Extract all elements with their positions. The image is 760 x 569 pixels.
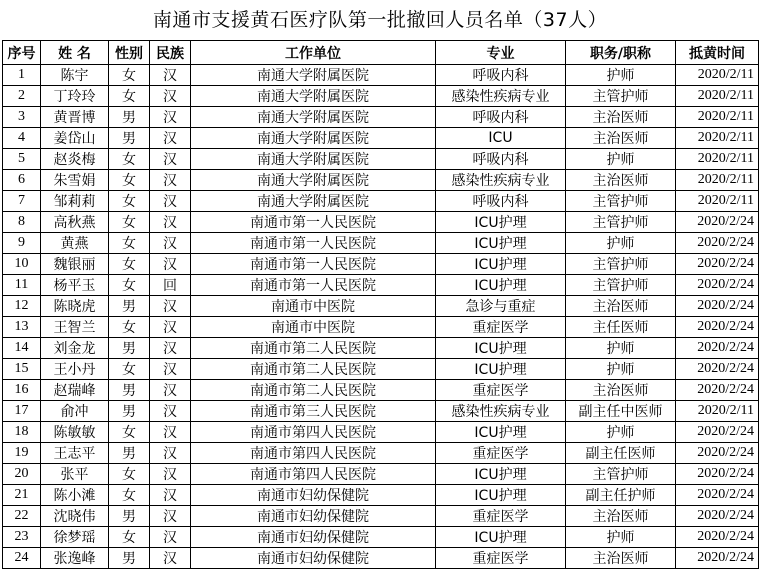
cell-specialty: ICU — [436, 128, 566, 149]
cell-title: 护师 — [566, 233, 676, 254]
table-row — [3, 485, 759, 506]
cell-name: 刘金龙 — [41, 338, 109, 359]
table-row — [3, 149, 759, 170]
cell-ethnicity: 汉 — [150, 128, 191, 149]
cell-title: 护师 — [566, 422, 676, 443]
table-row — [3, 86, 759, 107]
cell-specialty: 呼吸内科 — [436, 149, 566, 170]
cell-index: 3 — [3, 107, 41, 128]
cell-arrival-date: 2020/2/11 — [676, 170, 759, 191]
cell-arrival-date: 2020/2/11 — [676, 107, 759, 128]
table-row — [3, 548, 759, 569]
cell-index: 21 — [3, 485, 41, 506]
cell-arrival-date: 2020/2/11 — [676, 191, 759, 212]
header-gender: 性别 — [109, 41, 150, 65]
cell-name: 陈宇 — [41, 65, 109, 86]
cell-ethnicity: 汉 — [150, 149, 191, 170]
cell-name: 黄晋博 — [41, 107, 109, 128]
cell-index: 24 — [3, 548, 41, 569]
cell-arrival-date: 2020/2/11 — [676, 149, 759, 170]
cell-specialty: ICU护理 — [436, 485, 566, 506]
cell-gender: 男 — [109, 548, 150, 569]
table-row — [3, 464, 759, 485]
cell-gender: 女 — [109, 359, 150, 380]
cell-specialty: 呼吸内科 — [436, 191, 566, 212]
cell-title: 护师 — [566, 149, 676, 170]
cell-workplace: 南通市第四人民医院 — [191, 422, 436, 443]
table-row — [3, 527, 759, 548]
cell-arrival-date: 2020/2/24 — [676, 464, 759, 485]
cell-index: 1 — [3, 65, 41, 86]
header-row — [3, 41, 759, 65]
cell-ethnicity: 汉 — [150, 380, 191, 401]
cell-ethnicity: 汉 — [150, 443, 191, 464]
cell-workplace: 南通市第二人民医院 — [191, 359, 436, 380]
cell-specialty: 呼吸内科 — [436, 107, 566, 128]
cell-ethnicity: 汉 — [150, 527, 191, 548]
cell-specialty: 重症医学 — [436, 443, 566, 464]
cell-name: 姜岱山 — [41, 128, 109, 149]
cell-specialty: 感染性疾病专业 — [436, 170, 566, 191]
table-row — [3, 506, 759, 527]
cell-workplace: 南通市第一人民医院 — [191, 233, 436, 254]
cell-title: 副主任护师 — [566, 485, 676, 506]
cell-name: 杨平玉 — [41, 275, 109, 296]
cell-gender: 女 — [109, 464, 150, 485]
cell-title: 主治医师 — [566, 170, 676, 191]
cell-index: 12 — [3, 296, 41, 317]
cell-ethnicity: 汉 — [150, 170, 191, 191]
cell-name: 王志平 — [41, 443, 109, 464]
cell-title: 主任医师 — [566, 317, 676, 338]
table-row — [3, 65, 759, 86]
cell-gender: 男 — [109, 506, 150, 527]
cell-name: 高秋燕 — [41, 212, 109, 233]
cell-arrival-date: 2020/2/24 — [676, 380, 759, 401]
cell-arrival-date: 2020/2/24 — [676, 443, 759, 464]
cell-workplace: 南通市第四人民医院 — [191, 443, 436, 464]
cell-gender: 女 — [109, 170, 150, 191]
cell-arrival-date: 2020/2/24 — [676, 233, 759, 254]
cell-index: 2 — [3, 86, 41, 107]
cell-index: 7 — [3, 191, 41, 212]
cell-ethnicity: 汉 — [150, 107, 191, 128]
cell-title: 副主任医师 — [566, 443, 676, 464]
cell-name: 沈晓伟 — [41, 506, 109, 527]
cell-title: 主治医师 — [566, 548, 676, 569]
table-row — [3, 359, 759, 380]
cell-index: 10 — [3, 254, 41, 275]
cell-index: 17 — [3, 401, 41, 422]
cell-ethnicity: 汉 — [150, 401, 191, 422]
cell-workplace: 南通大学附属医院 — [191, 170, 436, 191]
cell-gender: 男 — [109, 128, 150, 149]
cell-gender: 男 — [109, 107, 150, 128]
cell-index: 9 — [3, 233, 41, 254]
cell-gender: 男 — [109, 296, 150, 317]
cell-workplace: 南通市妇幼保健院 — [191, 527, 436, 548]
cell-arrival-date: 2020/2/11 — [676, 65, 759, 86]
cell-arrival-date: 2020/2/24 — [676, 506, 759, 527]
cell-arrival-date: 2020/2/24 — [676, 422, 759, 443]
cell-specialty: ICU护理 — [436, 212, 566, 233]
cell-title: 主管护师 — [566, 212, 676, 233]
cell-workplace: 南通大学附属医院 — [191, 86, 436, 107]
cell-name: 黄燕 — [41, 233, 109, 254]
cell-specialty: ICU护理 — [436, 338, 566, 359]
cell-ethnicity: 汉 — [150, 506, 191, 527]
cell-gender: 男 — [109, 380, 150, 401]
table-row — [3, 401, 759, 422]
cell-specialty: 感染性疾病专业 — [436, 86, 566, 107]
cell-workplace: 南通市妇幼保健院 — [191, 506, 436, 527]
cell-workplace: 南通市妇幼保健院 — [191, 485, 436, 506]
cell-arrival-date: 2020/2/24 — [676, 254, 759, 275]
cell-name: 王小丹 — [41, 359, 109, 380]
cell-arrival-date: 2020/2/24 — [676, 338, 759, 359]
cell-workplace: 南通大学附属医院 — [191, 107, 436, 128]
cell-workplace: 南通市第四人民医院 — [191, 464, 436, 485]
cell-name: 陈小滩 — [41, 485, 109, 506]
table-body — [3, 65, 759, 569]
table-row — [3, 212, 759, 233]
cell-index: 6 — [3, 170, 41, 191]
cell-arrival-date: 2020/2/11 — [676, 86, 759, 107]
cell-gender: 女 — [109, 422, 150, 443]
header-arrival-date: 抵黄时间 — [676, 41, 759, 65]
cell-title: 主管护师 — [566, 86, 676, 107]
header-ethnicity: 民族 — [150, 41, 191, 65]
cell-arrival-date: 2020/2/11 — [676, 401, 759, 422]
cell-name: 魏银丽 — [41, 254, 109, 275]
cell-workplace: 南通市第一人民医院 — [191, 275, 436, 296]
table-row — [3, 170, 759, 191]
cell-ethnicity: 汉 — [150, 317, 191, 338]
personnel-table — [2, 40, 759, 569]
cell-workplace: 南通市中医院 — [191, 296, 436, 317]
cell-index: 14 — [3, 338, 41, 359]
cell-ethnicity: 汉 — [150, 86, 191, 107]
table-row — [3, 254, 759, 275]
cell-arrival-date: 2020/2/24 — [676, 317, 759, 338]
cell-specialty: ICU护理 — [436, 527, 566, 548]
table-row — [3, 317, 759, 338]
cell-title: 主治医师 — [566, 380, 676, 401]
cell-title: 主管护师 — [566, 254, 676, 275]
cell-title: 主管护师 — [566, 275, 676, 296]
cell-workplace: 南通大学附属医院 — [191, 65, 436, 86]
cell-gender: 女 — [109, 233, 150, 254]
cell-ethnicity: 汉 — [150, 422, 191, 443]
cell-specialty: 重症医学 — [436, 548, 566, 569]
cell-gender: 女 — [109, 527, 150, 548]
cell-specialty: ICU护理 — [436, 254, 566, 275]
cell-index: 4 — [3, 128, 41, 149]
table-row — [3, 380, 759, 401]
cell-workplace: 南通市第二人民医院 — [191, 380, 436, 401]
cell-specialty: ICU护理 — [436, 233, 566, 254]
table-row — [3, 296, 759, 317]
cell-index: 8 — [3, 212, 41, 233]
table-row — [3, 191, 759, 212]
cell-gender: 女 — [109, 149, 150, 170]
table-row — [3, 107, 759, 128]
table-row — [3, 443, 759, 464]
table-row — [3, 422, 759, 443]
cell-workplace: 南通市中医院 — [191, 317, 436, 338]
cell-arrival-date: 2020/2/11 — [676, 128, 759, 149]
cell-index: 23 — [3, 527, 41, 548]
cell-arrival-date: 2020/2/24 — [676, 359, 759, 380]
cell-name: 赵瑞峰 — [41, 380, 109, 401]
cell-gender: 男 — [109, 401, 150, 422]
header-workplace: 工作单位 — [191, 41, 436, 65]
cell-title: 护师 — [566, 338, 676, 359]
cell-arrival-date: 2020/2/24 — [676, 485, 759, 506]
cell-ethnicity: 回 — [150, 275, 191, 296]
cell-ethnicity: 汉 — [150, 212, 191, 233]
cell-ethnicity: 汉 — [150, 233, 191, 254]
cell-index: 11 — [3, 275, 41, 296]
cell-arrival-date: 2020/2/24 — [676, 548, 759, 569]
cell-gender: 女 — [109, 275, 150, 296]
cell-ethnicity: 汉 — [150, 338, 191, 359]
cell-name: 张逸峰 — [41, 548, 109, 569]
cell-title: 护师 — [566, 65, 676, 86]
cell-title: 主治医师 — [566, 128, 676, 149]
cell-specialty: ICU护理 — [436, 359, 566, 380]
cell-ethnicity: 汉 — [150, 548, 191, 569]
cell-index: 13 — [3, 317, 41, 338]
cell-gender: 男 — [109, 443, 150, 464]
header-name: 姓 名 — [41, 41, 109, 65]
header-index: 序号 — [3, 41, 41, 65]
table-row — [3, 128, 759, 149]
cell-title: 护师 — [566, 527, 676, 548]
page-title: 南通市支援黄石医疗队第一批撤回人员名单（37人） — [152, 9, 608, 31]
cell-workplace: 南通大学附属医院 — [191, 149, 436, 170]
cell-workplace: 南通市第二人民医院 — [191, 338, 436, 359]
cell-gender: 女 — [109, 191, 150, 212]
cell-name: 邹莉莉 — [41, 191, 109, 212]
cell-title: 主管护师 — [566, 191, 676, 212]
cell-specialty: 急诊与重症 — [436, 296, 566, 317]
cell-title: 主治医师 — [566, 107, 676, 128]
cell-title: 副主任中医师 — [566, 401, 676, 422]
cell-workplace: 南通市妇幼保健院 — [191, 548, 436, 569]
cell-index: 5 — [3, 149, 41, 170]
cell-gender: 女 — [109, 254, 150, 275]
cell-ethnicity: 汉 — [150, 65, 191, 86]
cell-gender: 男 — [109, 338, 150, 359]
cell-gender: 女 — [109, 317, 150, 338]
cell-name: 俞冲 — [41, 401, 109, 422]
header-title: 职务/职称 — [566, 41, 676, 65]
cell-name: 王智兰 — [41, 317, 109, 338]
cell-title: 主治医师 — [566, 506, 676, 527]
cell-ethnicity: 汉 — [150, 296, 191, 317]
cell-title: 主治医师 — [566, 296, 676, 317]
cell-index: 18 — [3, 422, 41, 443]
cell-name: 张平 — [41, 464, 109, 485]
table-row — [3, 233, 759, 254]
cell-specialty: 重症医学 — [436, 317, 566, 338]
cell-arrival-date: 2020/2/24 — [676, 527, 759, 548]
cell-arrival-date: 2020/2/24 — [676, 212, 759, 233]
cell-specialty: 重症医学 — [436, 506, 566, 527]
cell-index: 15 — [3, 359, 41, 380]
cell-name: 朱雪娟 — [41, 170, 109, 191]
cell-index: 19 — [3, 443, 41, 464]
cell-name: 徐梦瑶 — [41, 527, 109, 548]
cell-specialty: ICU护理 — [436, 275, 566, 296]
cell-specialty: 重症医学 — [436, 380, 566, 401]
cell-name: 赵炎梅 — [41, 149, 109, 170]
cell-workplace: 南通市第一人民医院 — [191, 212, 436, 233]
cell-name: 陈晓虎 — [41, 296, 109, 317]
header-specialty: 专业 — [436, 41, 566, 65]
cell-workplace: 南通市第一人民医院 — [191, 254, 436, 275]
cell-gender: 女 — [109, 485, 150, 506]
cell-name: 丁玲玲 — [41, 86, 109, 107]
cell-specialty: 呼吸内科 — [436, 65, 566, 86]
cell-arrival-date: 2020/2/24 — [676, 275, 759, 296]
cell-gender: 女 — [109, 86, 150, 107]
cell-specialty: ICU护理 — [436, 464, 566, 485]
cell-ethnicity: 汉 — [150, 485, 191, 506]
cell-title: 护师 — [566, 359, 676, 380]
cell-ethnicity: 汉 — [150, 464, 191, 485]
cell-index: 22 — [3, 506, 41, 527]
table-row — [3, 338, 759, 359]
cell-title: 主管护师 — [566, 464, 676, 485]
cell-specialty: ICU护理 — [436, 422, 566, 443]
cell-workplace: 南通市第三人民医院 — [191, 401, 436, 422]
cell-arrival-date: 2020/2/24 — [676, 296, 759, 317]
cell-index: 20 — [3, 464, 41, 485]
table-row — [3, 275, 759, 296]
cell-index: 16 — [3, 380, 41, 401]
cell-ethnicity: 汉 — [150, 191, 191, 212]
cell-name: 陈敏敏 — [41, 422, 109, 443]
cell-workplace: 南通大学附属医院 — [191, 128, 436, 149]
cell-gender: 女 — [109, 212, 150, 233]
cell-ethnicity: 汉 — [150, 254, 191, 275]
cell-gender: 女 — [109, 65, 150, 86]
cell-ethnicity: 汉 — [150, 359, 191, 380]
cell-specialty: 感染性疾病专业 — [436, 401, 566, 422]
cell-workplace: 南通大学附属医院 — [191, 191, 436, 212]
